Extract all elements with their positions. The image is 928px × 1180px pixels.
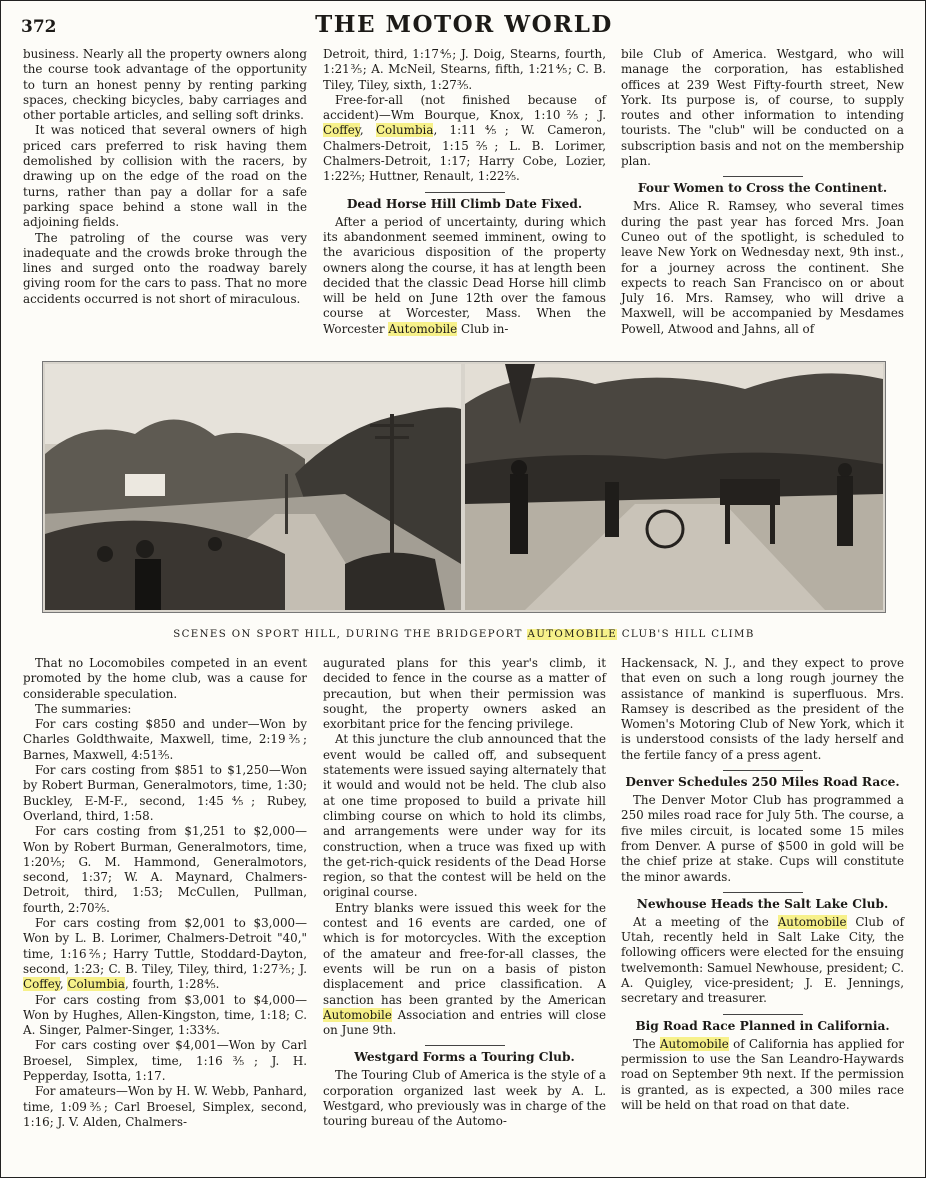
article-heading: Newhouse Heads the Salt Lake Club. bbox=[636, 896, 889, 911]
bottom-right-column bbox=[621, 656, 904, 1113]
paragraph: Free-for-all (not finished because of accident)—Wm Bourque, Knox, 1:10⅖; J. Coffey, Columbia, 1:11⅘; W. Cameron, Chalmers-Detroit, 1:15⅖; L. B. Lorimer, Chalmers-Detroit, 1:17; Harry Cobe, Lozier, 1:22⅖; Huttner, Renault, 1:22⅖. bbox=[323, 92, 606, 184]
paragraph: Detroit, third, 1:17⅘; J. Doig, Stearns, fourth, 1:21⅗; A. McNeil, Stearns, fifth, 1:21⅘; C. B. Tiley, Tiley, sixth, 1:27⅗. bbox=[323, 47, 606, 92]
paragraph: That no Locomobiles competed in an event promoted by the home club, was a cause for considerable speculation. bbox=[23, 656, 307, 701]
paragraph: It was noticed that several owners of high priced cars preferred to risk having them demolished by collision with the racers, by drawing up on the edge of the road on the turns, rather than pay a dollar for a safe parking space behind a stone wall in the adjoining fields. bbox=[23, 123, 307, 230]
bottom-left-column bbox=[23, 656, 307, 1130]
paragraph: augurated plans for this year's climb, it decided to fence in the course as a matter of precaution, but when their permission was sought, the property owners asked an exorbitant price for the fencing privilege. bbox=[323, 656, 606, 732]
paragraph: The Automobile of California has applied for permission to use the San Leandro-Haywards road on September 9th next. If the permission is granted, as is expected, a 300 miles race will be held on that road on that date. bbox=[621, 1036, 904, 1112]
photo-crowd-road bbox=[45, 364, 461, 610]
section-rule bbox=[425, 192, 505, 193]
article-heading: Denver Schedules 250 Miles Road Race. bbox=[625, 775, 900, 790]
bottom-middle-column bbox=[323, 656, 606, 1130]
paragraph: Entry blanks were issued this week for the contest and 16 events are carded, one of which is for motorcycles. With the exception of the amateur and free-for-all classes, the events will be run on a basis of piston displacement and price classification. A sanction has been granted by the American Automobile Association and entries will close on June 9th. bbox=[323, 900, 606, 1038]
paragraph: For cars costing from $1,251 to $2,000—Won by Robert Burman, Generalmotors, time, 1:20⅕; G. M. Hammond, Generalmotors, second, 1:37; W. A. Maynard, Chalmers-Detroit, third, 1:53; McCullen, Pullman, fourth, 2:70⅖. bbox=[23, 824, 307, 915]
section-rule bbox=[425, 1045, 505, 1046]
paragraph: At this juncture the club announced that the event would be called off, and subsequent statements were issued saying alternately that it would and would not be held. The club also at one time proposed to build a private hill climbing course on which to hold its climbs, and arrangements were under way for its construction, when a truce was fixed up with the get-rich-quick residents of the Dead Horse region, so that the contest will be held on the original course. bbox=[323, 732, 606, 900]
paragraph: At a meeting of the Automobile Club of Utah, recently held in Salt Lake City, the following officers were elected for the ensuing twelvemonth: Samuel Newhouse, president; C. A. Quigley, vice-president; J. E. Jennings, secretary and treasurer. bbox=[621, 914, 905, 1006]
paragraph: For amateurs—Won by H. W. Webb, Panhard, time, 1:09⅗; Carl Broesel, Simplex, second, 1:16; J. V. Alden, Chalmers- bbox=[23, 1084, 307, 1129]
highlighted-word: Automobile bbox=[777, 914, 847, 929]
highlighted-word: Coffey bbox=[323, 123, 360, 138]
article-heading: Big Road Race Planned in California. bbox=[635, 1018, 890, 1033]
photo-horse-cart bbox=[465, 364, 883, 610]
photo-caption: SCENES ON SPORT HILL, DURING THE BRIDGEPORT AUTOMOBILE CLUB'S HILL CLIMB bbox=[173, 629, 755, 640]
section-rule bbox=[723, 176, 803, 177]
paragraph: Hackensack, N. J., and they expect to prove that even on such a long rough journey the assistance of mankind is superfluous. Mrs. Ramsey is described as the president of the Women's Motoring Club of New York, which it is understood consists of the lady herself and the fertile fancy of a press agent. bbox=[621, 656, 904, 762]
highlighted-word: Coffey bbox=[23, 977, 60, 992]
article-heading: Dead Horse Hill Climb Date Fixed. bbox=[346, 196, 583, 211]
highlighted-word: Automobile bbox=[323, 1007, 392, 1022]
paragraph: bile Club of America. Westgard, who will manage the corporation, has established offices at 239 West Fifty-fourth street, New York. Its purpose is, of course, to supply routes and other information to intending tourists. The "club" will be conducted on a subscription basis and not on the membership plan. bbox=[621, 47, 904, 169]
section-rule bbox=[723, 1014, 803, 1015]
paragraph: For cars costing over $4,001—Won by Carl Broesel, Simplex, time, 1:16⅗; J. H. Pepperday, Isotta, 1:17. bbox=[23, 1038, 307, 1084]
paragraph: The Touring Club of America is the style of a corporation organized last week by A. L. Westgard, who previously was in charge of the touring bureau of the Automo- bbox=[323, 1068, 606, 1129]
paragraph: The patroling of the course was very inadequate and the crowds broke through the lines and surged onto the roadway barely giving room for the cars to pass. That no more accidents occurred is not short of miraculous. bbox=[23, 230, 307, 306]
section-rule bbox=[723, 770, 803, 771]
paragraph: For cars costing from $851 to $1,250—Won by Robert Burman, Generalmotors, time, 1:30; Buckley, E-M-F., second, 1:45⅘; Rubey, Overland, third, 1:58. bbox=[23, 763, 307, 823]
highlighted-word: Automobile bbox=[388, 321, 458, 336]
page-number: 372 bbox=[21, 17, 57, 37]
paragraph: For cars costing from $3,001 to $4,000—Won by Hughes, Allen-Kingston, time, 1:18; C. A. Singer, Palmer-Singer, 1:33⅘. bbox=[23, 992, 307, 1038]
paragraph: After a period of uncertainty, during which its abandonment seemed imminent, owing to the avaricious disposition of the property owners along the course, it has at length been decided that the classic Dead Horse hill climb will be held on June 12th over the famous course at Worcester, Mass. When the Worcester Automobile Club in- bbox=[323, 214, 606, 336]
paragraph: For cars costing from $2,001 to $3,000—Won by L. B. Lorimer, Chalmers-Detroit "40," time, 1:16⅖; Harry Tuttle, Stoddard-Dayton, second, 1:23; C. B. Tiley, Tiley, third, 1:27⅗; J. Coffey, Columbia, fourth, 1:28⅘. bbox=[23, 916, 307, 992]
paragraph: The Denver Motor Club has programmed a 250 miles road race for July 5th. The course, a five miles circuit, is located some 15 miles from Denver. A purse of $500 in gold will be the chief prize at stake. Cups will constitute the minor awards. bbox=[621, 793, 904, 884]
top-right-column bbox=[621, 47, 904, 337]
paragraph: For cars costing $850 and under—Won by Charles Goldthwaite, Maxwell, time, 2:19⅗; Barnes, Maxwell, 4:51⅗. bbox=[23, 717, 307, 762]
highlighted-word: Columbia bbox=[67, 977, 125, 992]
masthead: THE MOTOR WORLD bbox=[315, 11, 613, 38]
photo-spread bbox=[42, 361, 886, 613]
highlighted-word: Columbia bbox=[375, 123, 434, 138]
highlighted-word: Automobile bbox=[659, 1036, 729, 1051]
top-left-column bbox=[23, 47, 307, 307]
highlighted-word: AUTOMOBILE bbox=[527, 629, 618, 640]
paragraph: The summaries: bbox=[35, 701, 132, 716]
paragraph: business. Nearly all the property owners along the course took advantage of the opportunity to turn an honest penny by renting parking spaces, checking bicycles, baby carriages and other portable articles, and selling soft drinks. bbox=[23, 47, 307, 123]
top-middle-column bbox=[323, 47, 606, 337]
article-heading: Westgard Forms a Touring Club. bbox=[354, 1050, 575, 1065]
section-rule bbox=[723, 892, 803, 893]
article-heading: Four Women to Cross the Continent. bbox=[637, 181, 888, 196]
paragraph: Mrs. Alice R. Ramsey, who several times during the past year has forced Mrs. Joan Cuneo out of the spotlight, is scheduled to leave New York on Wednesday next, 9th inst., for a journey across the continent. She expects to reach San Francisco on or about July 16. Mrs. Ramsey, who will drive a Maxwell, will be accompanied by Mesdames Powell, Atwood and Jahns, all of bbox=[621, 199, 904, 336]
